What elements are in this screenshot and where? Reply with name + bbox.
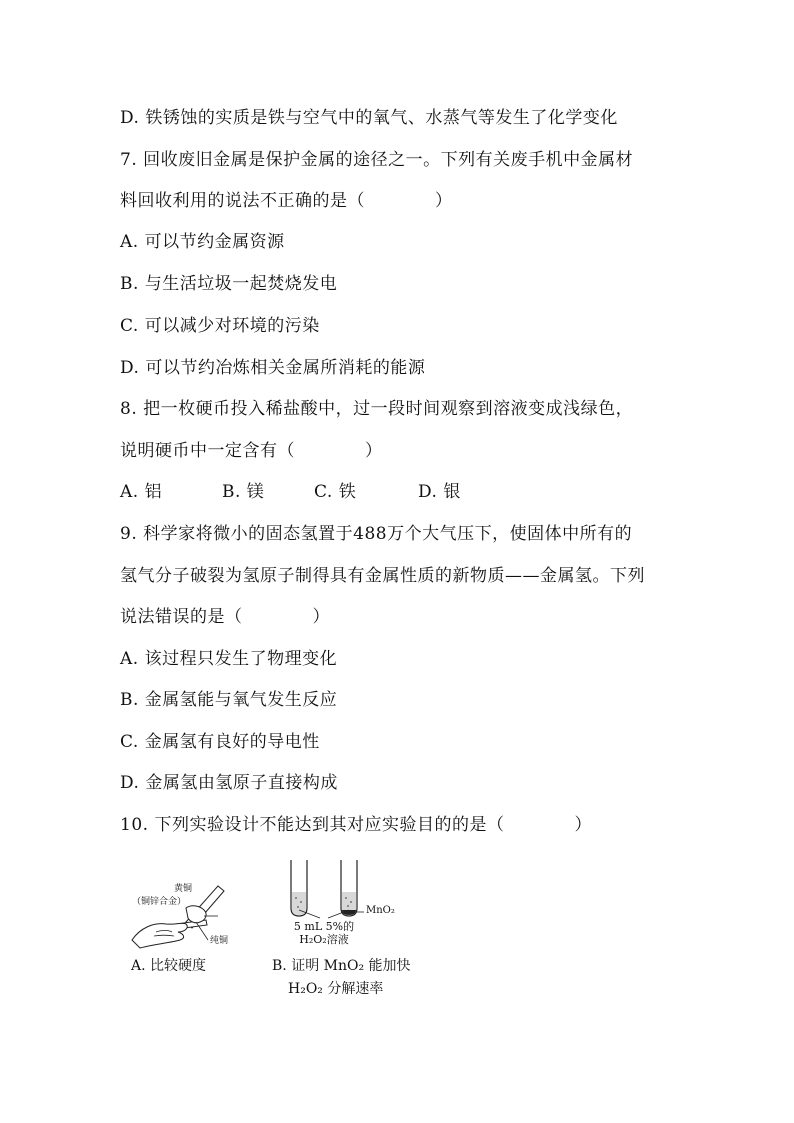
q10-stem: 10. 下列实验设计不能达到其对应实验目的的是（ ） bbox=[120, 815, 592, 835]
q8-option-d: D. 银 bbox=[418, 482, 461, 502]
q8-option-a: A. 铝 bbox=[120, 482, 163, 502]
label-pure-copper: 纯铜 bbox=[210, 936, 229, 946]
q6-option-d: D. 铁锈蚀的实质是铁与空气中的氧气、水蒸气等发生了化学变化 bbox=[120, 108, 618, 128]
q9-stem-line-1: 9. 科学家将微小的固态氢置于488万个大气压下，使固体中所有的 bbox=[120, 524, 633, 544]
q7-option-a: A. 可以节约金属资源 bbox=[120, 232, 285, 252]
figure-a-hardness bbox=[126, 878, 236, 953]
figure-b-catalyst bbox=[284, 858, 395, 946]
q8-option-b: B. 镁 bbox=[222, 482, 265, 502]
q8-stem-line-1: 8. 把一枚硬币投入稀盐酸中，过一段时间观察到溶液变成浅绿色， bbox=[120, 399, 634, 419]
figure-a-caption: A. 比较硬度 bbox=[131, 958, 207, 974]
q9-option-b: B. 金属氢能与氧气发生反应 bbox=[120, 690, 338, 710]
q9-option-a: A. 该过程只发生了物理变化 bbox=[120, 649, 338, 669]
q9-stem-line-3: 说法错误的是（ ） bbox=[120, 607, 330, 627]
label-solution-2: H₂O₂溶液 bbox=[299, 933, 349, 946]
label-mno2: MnO₂ bbox=[366, 905, 395, 916]
q9-option-d: D. 金属氢由氢原子直接构成 bbox=[120, 773, 338, 793]
q7-option-d: D. 可以节约冶炼相关金属所消耗的能源 bbox=[120, 358, 426, 378]
q7-stem-line-1: 7. 回收废旧金属是保护金属的途径之一。下列有关废手机中金属材 bbox=[120, 150, 634, 170]
q9-stem-line-2: 氢气分子破裂为氢原子制得具有金属性质的新物质——金属氢。下列 bbox=[120, 566, 645, 586]
q8-options bbox=[120, 481, 461, 503]
label-solution-1: 5 mL 5%的 bbox=[293, 920, 355, 933]
q7-option-c: C. 可以减少对环境的污染 bbox=[120, 316, 320, 336]
q9-option-c: C. 金属氢有良好的导电性 bbox=[120, 732, 320, 752]
q8-stem-line-2: 说明硬币中一定含有（ ） bbox=[120, 441, 383, 461]
q8-option-c: C. 铁 bbox=[314, 482, 357, 502]
q7-option-b: B. 与生活垃圾一起焚烧发电 bbox=[120, 274, 338, 294]
label-brass-alloy: （铜锌合金） bbox=[132, 897, 187, 907]
q7-stem-line-2: 料回收利用的说法不正确的是（ ） bbox=[120, 191, 453, 211]
label-brass: 黄铜 bbox=[174, 884, 193, 894]
figure-b-caption-2: H₂O₂ 分解速率 bbox=[288, 981, 384, 997]
figure-b-caption-1: B. 证明 MnO₂ 能加快 bbox=[272, 958, 411, 974]
test-tubes-illustration bbox=[284, 858, 364, 920]
